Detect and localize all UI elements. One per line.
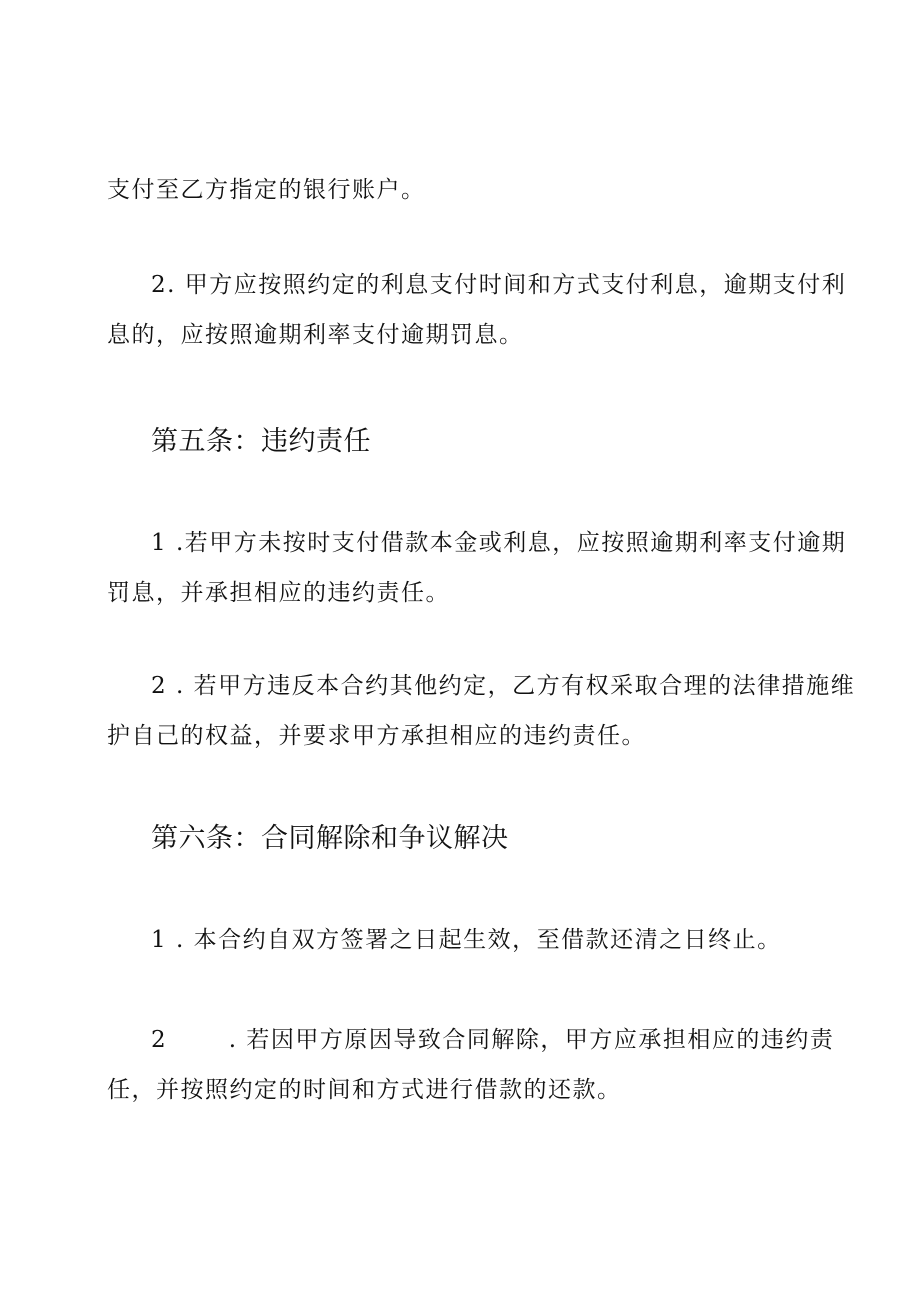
section-6-item-2-line-2: 任，并按照约定的时间和方式进行借款的还款。: [107, 1077, 622, 1103]
section-6-item-1-line-1: 1 . 本合约自双方签署之日起生效，至借款还清之日终止。: [151, 927, 782, 953]
paragraph-interest-line-2: 息的，应按照逾期利率支付逾期罚息。: [107, 322, 524, 348]
section-5-item-2-line-2: 护自己的权益，并要求甲方承担相应的违约责任。: [107, 723, 646, 749]
section-5-item-2-line-1: 2 . 若甲方违反本合约其他约定，乙方有权采取合理的法律措施维: [151, 673, 856, 699]
paragraph-interest-line-1: 2. 甲方应按照约定的利息支付时间和方式支付利息，逾期支付利: [151, 272, 847, 298]
section-5-item-1-line-1: 1 .若甲方未按时支付借款本金或利息，应按照逾期利率支付逾期: [151, 530, 847, 556]
section-6-item-2-line-1: 2 . 若因甲方原因导致合同解除，甲方应承担相应的违约责: [151, 1027, 835, 1053]
section-5-item-1-line-2: 罚息，并承担相应的违约责任。: [107, 580, 450, 606]
section-6-heading: 第六条：合同解除和争议解决: [151, 823, 509, 854]
section-5-heading: 第五条：违约责任: [151, 426, 371, 457]
paragraph-bank-account-line-1: 支付至乙方指定的银行账户。: [107, 177, 426, 203]
